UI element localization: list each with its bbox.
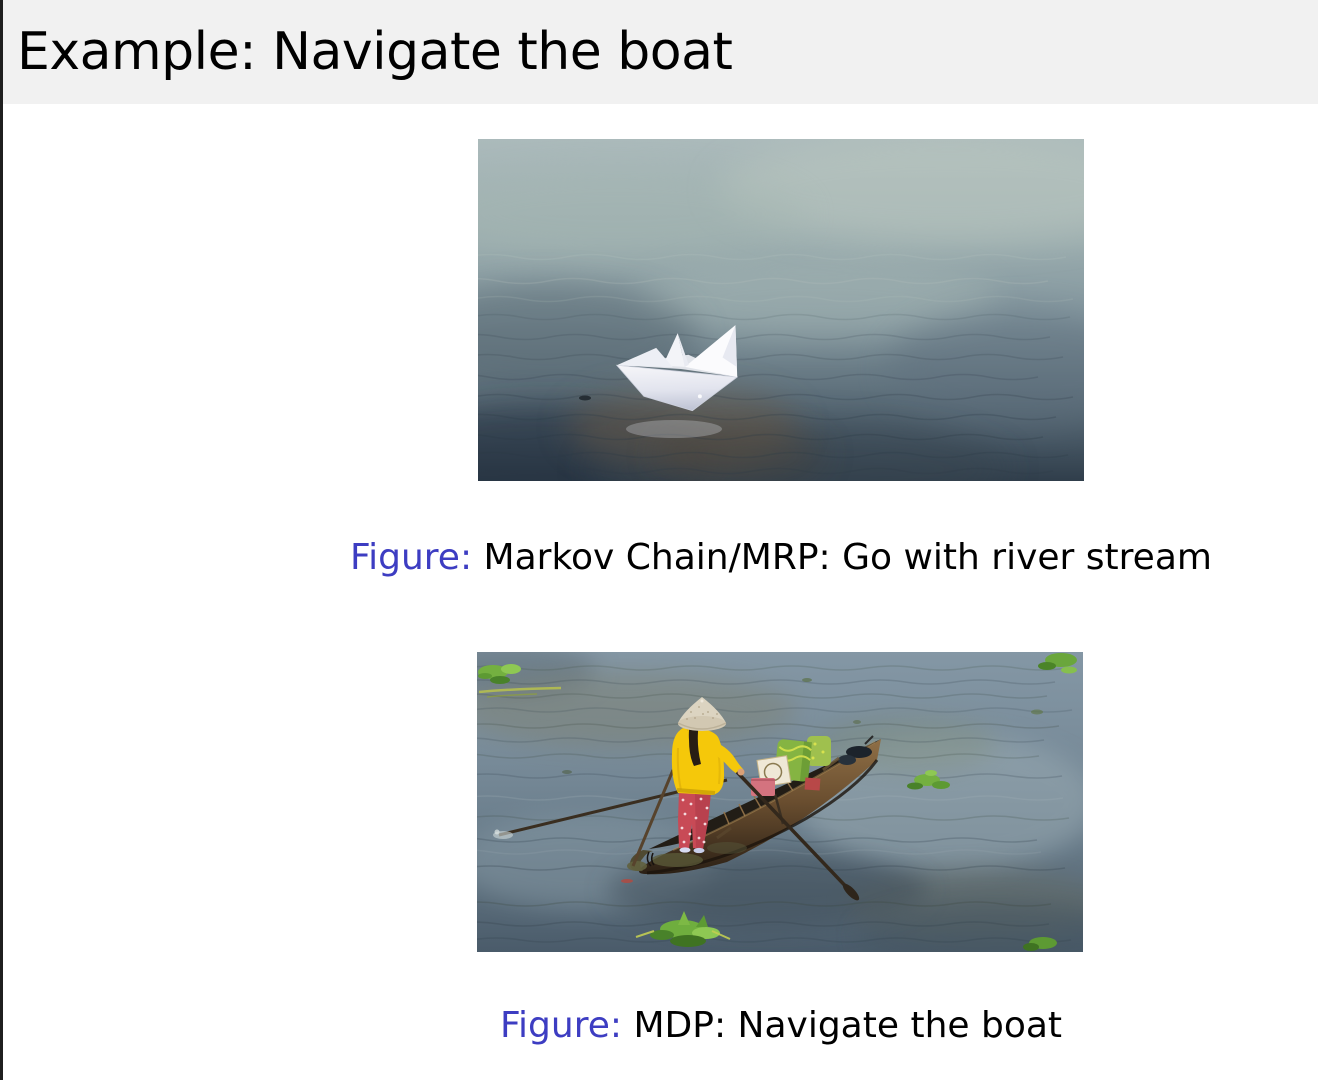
figure-1-caption-text: Markov Chain/MRP: Go with river stream [483,537,1212,578]
rowing-boat-photo-canvas [477,652,1083,952]
figure-2-caption-text: MDP: Navigate the boat [633,1005,1063,1046]
rowing-boat-photo [477,652,1083,952]
figure-caption-1 [244,536,1318,580]
title-bar [0,0,1318,104]
paper-boat-photo [478,139,1084,481]
red-reflection-speck [621,879,633,883]
floating-twig [579,396,591,401]
paper-boat-photo-canvas [478,139,1084,481]
slide-title: Example: Navigate the boat [17,22,733,82]
figure-2-label: Figure: [499,1005,623,1046]
figure-caption-2 [244,1004,1318,1048]
slide-left-edge [0,0,3,1080]
figure-1-label: Figure: [350,537,473,578]
boat-reflection-glow [626,420,722,438]
